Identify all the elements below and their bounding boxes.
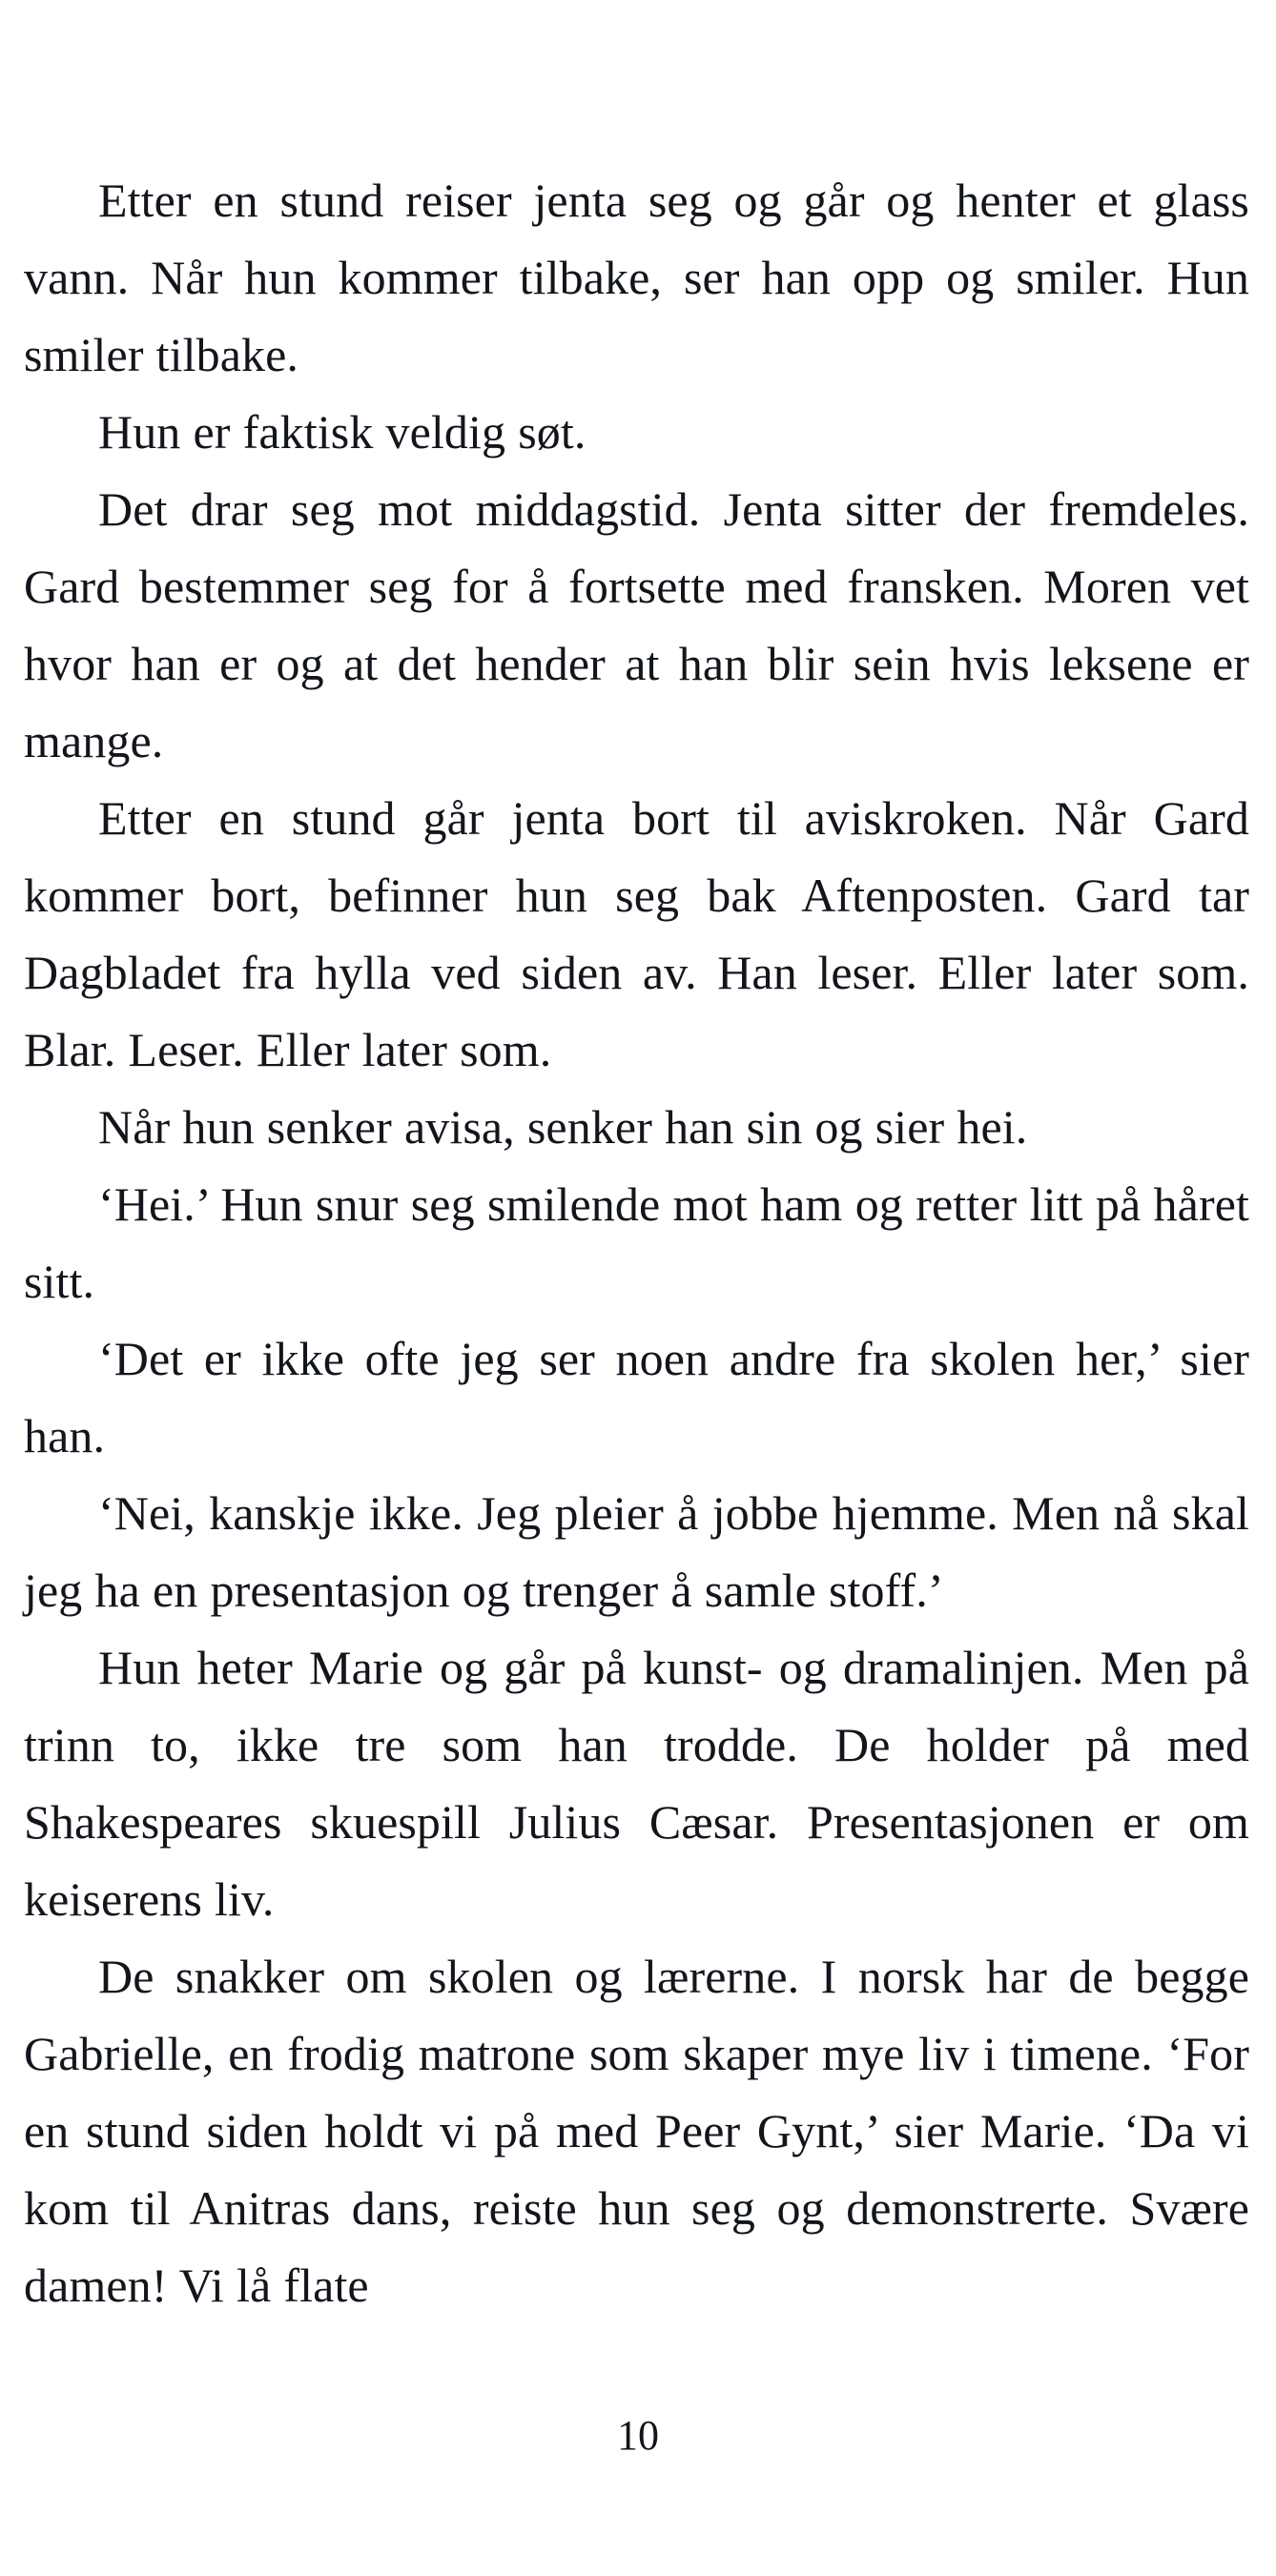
paragraph: Hun heter Marie og går på kunst- og dramalinjen. Men på trinn to, ikke tre som han trodde. De holder på med Shakespeares skuespill Julius Cæsar. Presentasjonen er om keiserens liv.	[24, 1641, 1249, 1926]
paragraph: ‘Hei.’ Hun snur seg smilende mot ham og retter litt på håret sitt.	[24, 1177, 1249, 1308]
body-text	[24, 162, 1249, 2324]
paragraph: Hun er faktisk veldig søt.	[98, 405, 587, 459]
paragraph: De snakker om skolen og lærerne. I norsk har de begge Gabrielle, en frodig matrone som skaper mye liv i timene. ‘For en stund siden holdt vi på med Peer Gynt,’ sier Marie. ‘Da vi kom til Anitras dans, reiste hun seg og demonstrerte. Svære damen! Vi lå flate	[24, 1950, 1249, 2312]
paragraph: Det drar seg mot middagstid. Jenta sitter der fremdeles. Gard bestemmer seg for å fortsette med fransken. Moren vet hvor han er og at det hender at han blir sein hvis leksene er mange.	[24, 482, 1249, 767]
paragraph: ‘Nei, kanskje ikke. Jeg pleier å jobbe hjemme. Men nå skal jeg ha en presentasjon og trenger å samle stoff.’	[24, 1486, 1249, 1617]
page-number: 10	[617, 2412, 659, 2459]
paragraph: Etter en stund reiser jenta seg og går og henter et glass vann. Når hun kommer tilbake, ser han opp og smiler. Hun smiler tilbake.	[24, 174, 1249, 381]
paragraph: Etter en stund går jenta bort til aviskroken. Når Gard kommer bort, befinner hun seg bak Aftenposten. Gard tar Dagbladet fra hylla ved siden av. Han leser. Eller later som. Blar. Leser. Eller later som.	[24, 791, 1249, 1076]
paragraph: Når hun senker avisa, senker han sin og sier hei.	[98, 1100, 1028, 1154]
paragraph: ‘Det er ikke ofte jeg ser noen andre fra skolen her,’ sier han.	[24, 1332, 1249, 1462]
